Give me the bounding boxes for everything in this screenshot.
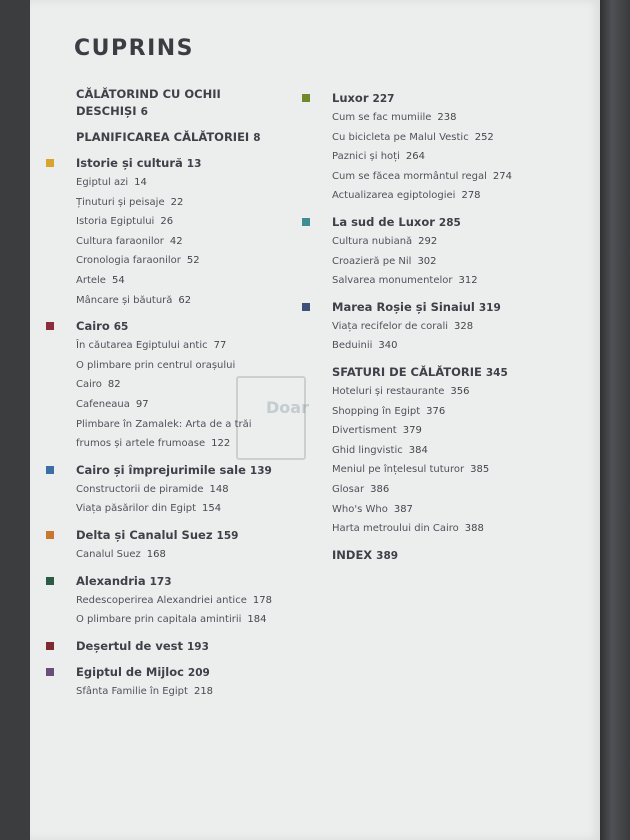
toc-section: [42, 86, 282, 121]
toc-section: [298, 214, 553, 291]
toc-entry: [76, 271, 282, 291]
section-title-text: Istorie și cultură: [76, 156, 183, 170]
section-title-text: Delta și Canalul Suez: [76, 527, 213, 542]
section-title: [76, 129, 282, 147]
toc-entry-text: Istoria Egiptului: [76, 216, 155, 228]
section-title-text: Alexandria: [76, 573, 146, 588]
toc-entry-text: Hoteluri și restaurante: [332, 385, 445, 397]
toc-entry-page-number: 376: [426, 405, 446, 417]
toc-entry-text: Ținuturi și peisaje: [76, 196, 165, 208]
section-page-number: 8: [253, 132, 261, 144]
section-title-text: Cairo: [76, 319, 110, 334]
toc-section: [42, 638, 282, 656]
section-page-number: 139: [249, 464, 272, 477]
toc-entry: [76, 212, 282, 232]
toc-section: [42, 573, 282, 630]
section-title: [76, 155, 282, 173]
toc-entry-text: Constructorii de piramide: [76, 483, 204, 495]
toc-entry-page-number: 386: [370, 483, 390, 495]
toc-entry: [332, 460, 553, 480]
section-title: [76, 527, 282, 545]
toc-section: [42, 155, 282, 310]
toc-entry: [76, 336, 282, 356]
section-color-marker: [46, 159, 54, 167]
toc-entry-text: Shopping în Egipt: [332, 405, 421, 417]
toc-entry-page-number: 328: [454, 320, 474, 332]
toc-entry: [332, 441, 553, 461]
section-title-text: La sud de Luxor: [332, 214, 435, 229]
toc-entry-page-number: 77: [213, 340, 227, 352]
section-page-number: 209: [187, 666, 210, 679]
toc-entry-page-number: 274: [492, 170, 512, 182]
toc-entry-text: Divertisment: [332, 425, 397, 437]
section-title: [332, 299, 553, 317]
section-title: [332, 214, 553, 232]
toc-entry: [332, 421, 553, 441]
toc-entry-page-number: 148: [209, 483, 229, 495]
page-edge-shadow: [600, 0, 630, 840]
section-title-text: CĂLĂTORIND CU OCHII DESCHIȘI: [76, 87, 221, 118]
toc-entry-page-number: 184: [247, 614, 267, 626]
section-title: [76, 664, 282, 682]
toc-entry-page-number: 62: [178, 294, 192, 306]
section-title-text: Luxor: [332, 91, 369, 105]
toc-section: [42, 318, 282, 454]
toc-entry-text: Viața păsărilor din Egipt: [76, 503, 196, 515]
toc-entry: [332, 500, 553, 520]
toc-entry-page-number: 385: [470, 464, 490, 476]
toc-entry-text: Ghid lingvistic: [332, 444, 403, 456]
toc-entry-text: Beduinii: [332, 340, 373, 352]
toc-entry: [76, 395, 282, 415]
toc-entry-page-number: 218: [193, 685, 214, 697]
toc-entry-text: Glosar: [332, 483, 365, 495]
watermark-text: Doar: [266, 398, 309, 417]
toc-entry-text: Paznici și hoți: [332, 151, 400, 163]
toc-section: [42, 527, 282, 565]
section-title: [76, 318, 282, 336]
section-color-marker: [46, 466, 54, 474]
toc-entry: [332, 128, 553, 148]
section-color-marker: [302, 218, 310, 226]
toc-entry-page-number: 26: [160, 216, 174, 228]
section-page-number: 345: [485, 366, 508, 379]
toc-entry: [76, 173, 282, 193]
toc-entry: [76, 251, 282, 271]
toc-entry-text: Artele: [76, 274, 106, 286]
toc-left-column: [42, 86, 282, 709]
toc-section: [298, 364, 553, 539]
toc-entry-text: O plimbare prin centrul orașului Cairo: [76, 359, 236, 391]
toc-entry-text: Cu bicicleta pe Malul Vestic: [332, 131, 469, 143]
toc-entry: [76, 682, 282, 702]
toc-entry-page-number: 154: [202, 503, 222, 515]
section-title-text: Egiptul de Mijloc: [76, 664, 184, 679]
toc-entry-text: Canalul Suez: [76, 548, 141, 560]
toc-section: [298, 547, 553, 565]
toc-entry: [332, 186, 553, 206]
toc-entry: [76, 591, 282, 611]
toc-entry: [332, 336, 553, 356]
section-page-number: 65: [113, 321, 129, 334]
section-page-number: 13: [186, 158, 202, 170]
toc-section: [42, 664, 282, 702]
toc-entry: [76, 545, 282, 565]
section-page-number: 285: [438, 216, 461, 229]
toc-entry-page-number: 292: [418, 235, 438, 247]
section-title: [76, 462, 282, 480]
toc-entry-page-number: 22: [170, 196, 184, 208]
toc-entry-text: O plimbare prin capitala amintirii: [76, 614, 242, 626]
toc-entry-page-number: 388: [464, 523, 484, 535]
section-page-number: 159: [216, 529, 239, 542]
toc-entry-page-number: 52: [186, 255, 200, 267]
section-page-number: 389: [376, 549, 399, 562]
toc-entry: [332, 232, 553, 252]
toc-entry: [332, 519, 553, 539]
toc-section: [298, 299, 553, 356]
toc-entry-page-number: 252: [474, 131, 494, 143]
toc-entry-page-number: 14: [134, 177, 147, 188]
section-title-text: Deșertul de vest: [76, 638, 183, 653]
toc-entry-text: Salvarea monumentelor: [332, 275, 453, 287]
toc-entry-page-number: 379: [402, 425, 422, 437]
toc-entry-text: Plimbare în Zamalek: Arta de a trăi frumos și artele frumoase: [76, 418, 252, 450]
toc-entry-text: Croazieră pe Nil: [332, 255, 412, 267]
section-title: [332, 364, 553, 382]
toc-entry-page-number: 42: [169, 235, 183, 247]
toc-entry: [76, 415, 282, 454]
section-color-marker: [302, 94, 310, 102]
toc-entry: [332, 402, 553, 422]
section-color-marker: [46, 577, 54, 585]
toc-entry-page-number: 302: [417, 255, 437, 267]
toc-entry: [332, 108, 553, 128]
toc-entry-text: Cum se făcea mormântul regal: [332, 170, 487, 182]
toc-entry: [332, 317, 553, 337]
toc-entry: [76, 480, 282, 500]
section-color-marker: [46, 322, 54, 330]
toc-entry-text: Harta metroului din Cairo: [332, 523, 459, 535]
section-title: [332, 90, 553, 108]
section-color-marker: [302, 303, 310, 311]
toc-entry: [76, 356, 282, 395]
toc-entry-page-number: 122: [211, 438, 231, 450]
section-title-text: PLANIFICAREA CĂLĂTORIEI: [76, 130, 250, 144]
section-page-number: 6: [140, 106, 148, 118]
toc-section: [298, 90, 553, 206]
toc-section: [42, 462, 282, 519]
section-color-marker: [46, 531, 54, 539]
section-title: [76, 638, 282, 656]
toc-entry-page-number: 356: [450, 385, 470, 397]
toc-entry-page-number: 384: [408, 444, 428, 456]
toc-entry-text: Egiptul azi: [76, 177, 129, 188]
toc-entry-page-number: 238: [437, 112, 457, 123]
toc-entry-page-number: 340: [378, 340, 398, 352]
toc-entry-page-number: 97: [135, 398, 149, 410]
section-title: [76, 573, 282, 591]
toc-entry: [76, 610, 282, 630]
toc-entry: [76, 232, 282, 252]
section-title-text: INDEX: [332, 547, 373, 562]
toc-entry-page-number: 168: [146, 548, 166, 560]
toc-entry-text: Mâncare și băutură: [76, 294, 173, 306]
toc-entry: [332, 382, 553, 402]
toc-entry-text: Cum se fac mumiile: [332, 112, 432, 123]
section-color-marker: [46, 668, 54, 676]
toc-entry: [332, 167, 553, 187]
section-title: [76, 86, 282, 121]
toc-entry-page-number: 178: [252, 594, 272, 606]
section-title-text: Cairo și împrejurimile sale: [76, 462, 246, 477]
toc-entry: [332, 252, 553, 272]
toc-right-column: [298, 90, 553, 573]
section-color-marker: [46, 642, 54, 650]
toc-entry-text: Cafeneaua: [76, 398, 130, 410]
toc-entry: [76, 499, 282, 519]
toc-entry: [332, 147, 553, 167]
section-page-number: 227: [372, 93, 395, 105]
toc-entry-page-number: 387: [393, 503, 413, 515]
toc-entry-text: Actualizarea egiptologiei: [332, 190, 456, 202]
section-title-text: SFATURI DE CĂLĂTORIE: [332, 364, 482, 379]
toc-entry-page-number: 82: [107, 379, 121, 391]
section-page-number: 193: [186, 640, 209, 653]
section-page-number: 173: [149, 575, 172, 588]
toc-entry: [76, 291, 282, 311]
toc-entry-text: Sfânta Familie în Egipt: [76, 685, 188, 697]
toc-entry-text: Who's Who: [332, 503, 388, 515]
section-title: [332, 547, 553, 565]
toc-entry: [332, 271, 553, 291]
page-title: CUPRINS: [74, 36, 195, 61]
toc-entry-text: Cultura nubiană: [332, 235, 413, 247]
toc-entry-page-number: 278: [461, 190, 481, 202]
toc-entry: [332, 480, 553, 500]
toc-entry-page-number: 54: [111, 274, 125, 286]
section-title-text: Marea Roșie și Sinaiul: [332, 299, 475, 314]
toc-entry: [76, 193, 282, 213]
toc-entry-page-number: 312: [458, 275, 478, 287]
toc-section: [42, 129, 282, 147]
toc-entry-text: Redescoperirea Alexandriei antice: [76, 594, 247, 606]
section-page-number: 319: [478, 301, 501, 314]
toc-entry-text: Meniul pe înțelesul tuturor: [332, 464, 465, 476]
toc-entry-text: Viața recifelor de corali: [332, 320, 449, 332]
toc-entry-page-number: 264: [405, 151, 425, 163]
toc-entry-text: Cronologia faraonilor: [76, 255, 181, 267]
toc-entry-text: În căutarea Egiptului antic: [76, 340, 208, 352]
toc-entry-text: Cultura faraonilor: [76, 235, 164, 247]
